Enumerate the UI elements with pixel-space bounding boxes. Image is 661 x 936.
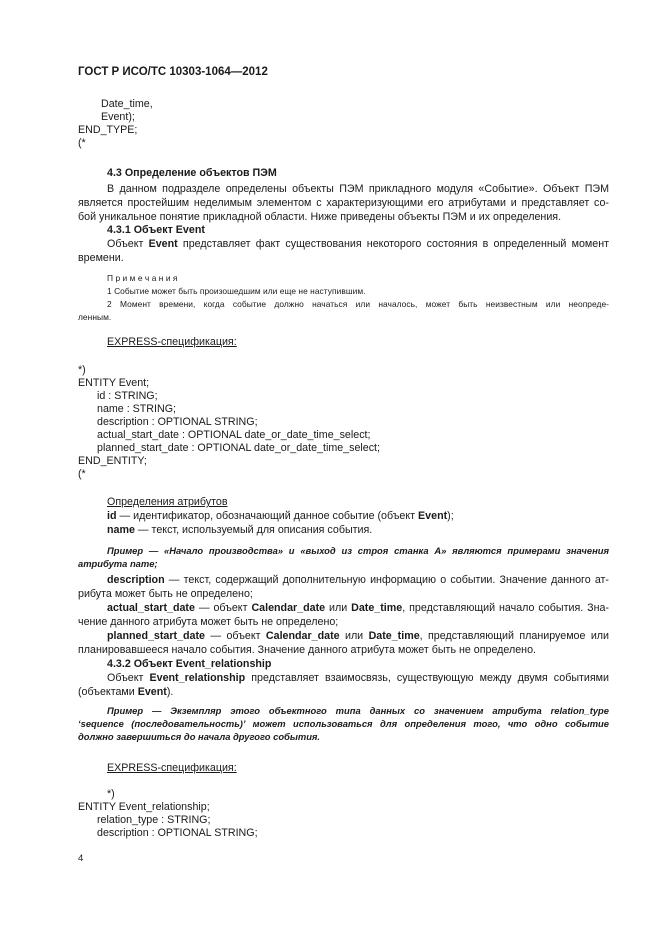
code-line: END_ENTITY; <box>78 455 147 467</box>
express-spec-label: EXPRESS-спецификация: <box>107 762 237 774</box>
example-2: Пример — Экземпляр этого объектного типа данных со значением атрибута relation_type <box>107 705 609 716</box>
paragraph-line: Объект Event представляет факт существования некоторого состояния в определенный момент <box>107 238 609 250</box>
code-line: END_TYPE; <box>78 124 138 136</box>
code-line: id : STRING; <box>97 390 158 402</box>
express-spec-label: EXPRESS-спецификация: <box>107 336 237 348</box>
code-line: relation_type : STRING; <box>97 814 211 826</box>
note-2: 2 Момент времени, когда событие должно начаться или началось, может быть неизвестным или неопреде- <box>107 299 609 309</box>
notes-heading: П р и м е ч а н и я <box>107 273 178 283</box>
paragraph-line: бой уникальное понятие прикладной области. Ниже приведены объекты ПЭМ и их определения. <box>78 211 562 223</box>
attr-id: id — идентификатор, обозначающий данное событие (объект Event); <box>107 510 454 522</box>
paragraph-line: времени. <box>78 252 124 264</box>
code-line: name : STRING; <box>97 403 176 415</box>
note-2-cont: ленным. <box>78 312 112 322</box>
code-line: (* <box>78 137 86 149</box>
note-1: 1 Событие может быть произошедшим или еще не наступившим. <box>107 286 366 296</box>
paragraph-line: является простейшим неделимым элементом с характеризующими его атрибутами и представляет со- <box>78 197 609 209</box>
code-line: Event); <box>101 111 135 123</box>
attr-name: name — текст, используемый для описания события. <box>107 524 373 536</box>
code-line: actual_start_date : OPTIONAL date_or_date_time_select; <box>97 429 371 441</box>
section-heading-4-3-2: 4.3.2 Объект Event_relationship <box>107 658 272 670</box>
code-line: planned_start_date : OPTIONAL date_or_date_time_select; <box>97 442 380 454</box>
code-line: *) <box>107 788 115 800</box>
code-line: description : OPTIONAL STRING; <box>97 416 258 428</box>
code-line: ENTITY Event_relationship; <box>78 801 210 813</box>
code-line: ENTITY Event; <box>78 377 150 389</box>
code-line: description : OPTIONAL STRING; <box>97 827 258 839</box>
section-heading-4-3: 4.3 Определение объектов ПЭМ <box>107 167 277 179</box>
page-header: ГОСТ Р ИСО/ТС 10303-1064—2012 <box>78 66 268 78</box>
example-2-cont: должно завершиться до начала другого события. <box>78 731 321 742</box>
attr-actual-start-date: actual_start_date — объект Calendar_date или Date_time, представляющий начало события. Зна- <box>107 602 609 614</box>
code-line: *) <box>78 364 86 376</box>
example-1: Пример — «Начало производства» и «выход из строя станка А» являются примерами значения <box>107 545 609 556</box>
paragraph-line: чение данного атрибута может быть не определено; <box>78 616 339 628</box>
section-heading-4-3-1: 4.3.1 Объект Event <box>107 224 205 236</box>
code-line: (* <box>78 468 86 480</box>
paragraph-line: В данном подразделе определены объекты ПЭМ прикладного модуля «Событие». Объект ПЭМ <box>107 183 609 195</box>
example-1-cont: атрибута name; <box>78 558 158 569</box>
example-2-cont: ‘sequence (последовательность)’ может использоваться для определения того, что одно событие <box>78 718 609 729</box>
attr-planned-start-date: planned_start_date — объект Calendar_date или Date_time, представляющий планируемое или <box>107 630 610 642</box>
paragraph-line: Объект Event_relationship представляет взаимосвязь, существующую между двумя событиями <box>107 672 609 684</box>
attribute-definitions-label: Определения атрибутов <box>107 496 228 508</box>
attr-description: description — текст, содержащий дополнительную информацию о событии. Значение данного ат- <box>107 574 609 586</box>
paragraph-line: рибута может быть не определено; <box>78 588 253 600</box>
paragraph-line: планировавшееся начало события. Значение данного атрибута может быть не определено. <box>78 644 536 656</box>
code-line: Date_time, <box>101 98 153 110</box>
paragraph-line: (объектами Event). <box>78 686 174 698</box>
page-number: 4 <box>78 853 84 864</box>
